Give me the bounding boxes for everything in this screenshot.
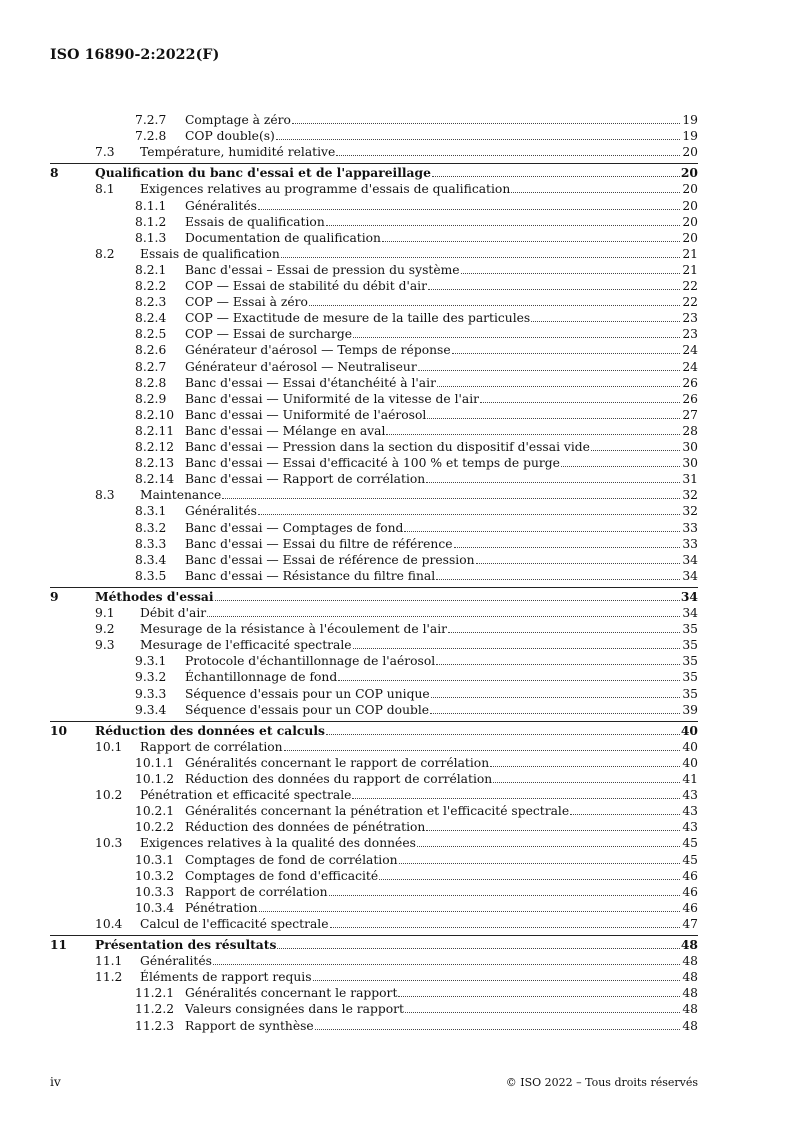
toc-dot-leader <box>326 214 680 226</box>
toc-entry[interactable] <box>0 198 793 214</box>
toc-entry-number: 11.2.1 <box>135 986 175 1001</box>
toc-entry-title: COP double(s) <box>185 129 275 144</box>
toc-dot-leader <box>315 1018 680 1030</box>
toc-dot-leader <box>276 128 680 140</box>
toc-entry-page: 47 <box>682 916 698 931</box>
toc-dot-leader <box>277 937 680 949</box>
toc-entry-page: 20 <box>682 214 698 229</box>
toc-entry[interactable] <box>0 653 793 669</box>
toc-entry-title: Banc d'essai — Uniformité de la vitesse de l'air <box>185 391 480 406</box>
toc-dot-leader <box>353 326 680 338</box>
toc-entry[interactable] <box>0 310 793 326</box>
toc-entry-page: 20 <box>680 165 698 181</box>
toc-entry-number: 9.3 <box>95 638 115 653</box>
toc-entry-title: Méthodes d'essai <box>95 588 214 604</box>
toc-entry-page: 30 <box>682 456 698 471</box>
toc-entry[interactable] <box>0 391 793 407</box>
toc-dot-leader <box>426 819 680 831</box>
toc-entry-number: 8.2.7 <box>135 359 167 374</box>
toc-entry-page: 34 <box>682 552 698 567</box>
toc-entry-title: Généralités concernant la pénétration et l'efficacité spectrale <box>185 804 570 819</box>
toc-entry-number: 11.2 <box>95 970 123 985</box>
toc-entry[interactable] <box>0 771 793 787</box>
toc-entry-number: 11 <box>50 937 68 952</box>
toc-entry-number: 10.1.1 <box>135 755 175 770</box>
toc-entry[interactable] <box>0 278 793 294</box>
toc-entry-page: 40 <box>680 722 698 738</box>
toc-entry[interactable] <box>0 819 793 835</box>
toc-entry-title: COP — Essai de surcharge <box>185 327 352 342</box>
toc-dot-leader <box>493 771 680 783</box>
toc-entry[interactable] <box>0 669 793 685</box>
toc-entry-title: Banc d'essai — Pression dans la section du dispositif d'essai vide <box>185 440 590 454</box>
footer-copyright: © ISO 2022 – Tous droits réservés <box>505 1076 698 1089</box>
toc-entry[interactable] <box>0 112 793 128</box>
toc-entry-title: Documentation de qualification <box>185 230 381 245</box>
toc-entry-number: 8.2.2 <box>135 279 167 293</box>
toc-entry-number: 10.3.2 <box>135 868 175 883</box>
toc-entry-page: 30 <box>682 440 698 454</box>
toc-entry-number: 11.2.3 <box>135 1018 175 1033</box>
toc-entry-number: 10.4 <box>95 916 123 931</box>
toc-dot-leader <box>570 803 680 815</box>
toc-entry[interactable] <box>0 969 793 985</box>
toc-entry[interactable] <box>0 214 793 230</box>
toc-entry-page: 39 <box>682 702 698 717</box>
toc-entry-title: Éléments de rapport requis <box>140 970 312 985</box>
toc-entry-number: 10.3.4 <box>135 900 175 915</box>
toc-dot-leader <box>432 165 680 177</box>
toc-entry-number: 9.3.3 <box>135 686 167 701</box>
toc-entry-number: 8.3.1 <box>135 504 167 519</box>
toc-entry-number: 8.1.2 <box>135 214 167 229</box>
toc-entry-page: 27 <box>682 407 698 422</box>
toc-entry-title: Généralités <box>185 198 257 213</box>
toc-entry[interactable] <box>0 552 793 568</box>
toc-entry-title: Pénétration et efficacité spectrale <box>140 788 352 803</box>
toc-dot-leader <box>437 375 680 387</box>
toc-dot-leader <box>338 669 680 681</box>
toc-entry[interactable] <box>0 1018 793 1034</box>
toc-entry[interactable] <box>0 868 793 884</box>
toc-entry-title: Généralités <box>140 954 212 969</box>
toc-entry-page: 21 <box>682 262 698 277</box>
toc-entry-title: Générateur d'aérosol — Temps de réponse <box>185 343 451 358</box>
toc-dot-leader <box>490 755 680 767</box>
toc-entry-page: 20 <box>682 198 698 213</box>
toc-entry-page: 20 <box>682 230 698 245</box>
toc-entry-number: 8.1.1 <box>135 198 167 213</box>
toc-entry-number: 9.3.2 <box>135 670 167 685</box>
toc-dot-leader <box>418 359 680 371</box>
toc-entry-title: Débit d'air <box>140 606 207 620</box>
toc-entry-page: 20 <box>682 182 698 197</box>
toc-entry-number: 8.2 <box>95 246 115 261</box>
toc-dot-leader <box>511 181 680 193</box>
toc-entry-number: 9.2 <box>95 622 115 637</box>
toc-entry[interactable] <box>0 605 793 621</box>
toc-entry-title: Comptage à zéro <box>185 113 291 127</box>
toc-entry-number: 8.2.5 <box>135 327 167 342</box>
toc-dot-leader <box>436 568 680 580</box>
toc-entry-title: Réduction des données du rapport de corrélation <box>185 772 493 786</box>
toc-entry-page: 48 <box>682 954 698 969</box>
toc-entry-title: Qualification du banc d'essai et de l'appareillage <box>95 165 431 181</box>
toc-dot-leader <box>258 198 680 210</box>
toc-entry[interactable] <box>0 916 793 932</box>
toc-entry[interactable] <box>0 1001 793 1017</box>
chapter-separator <box>50 721 698 722</box>
toc-entry-number: 8.2.12 <box>135 440 175 454</box>
toc-entry-title: Rapport de corrélation <box>140 739 283 754</box>
toc-dot-leader <box>329 884 680 896</box>
toc-entry[interactable] <box>0 326 793 342</box>
toc-dot-leader <box>379 868 680 880</box>
toc-dot-leader <box>448 621 680 633</box>
toc-entry-title: Banc d'essai — Essai d'étanchéité à l'air <box>185 375 436 390</box>
toc-entry-title: Banc d'essai — Résistance du filtre final <box>185 568 436 583</box>
toc-entry-page: 46 <box>682 884 698 899</box>
toc-entry-page: 48 <box>682 986 698 1001</box>
toc-entry-page: 35 <box>682 622 698 637</box>
toc-entry-page: 35 <box>682 638 698 653</box>
toc-entry-page: 26 <box>682 375 698 390</box>
toc-entry-page: 21 <box>682 246 698 261</box>
toc-entry-title: Banc d'essai — Uniformité de l'aérosol <box>185 407 427 422</box>
toc-entry[interactable] <box>0 723 793 739</box>
toc-entry-title: Banc d'essai — Mélange en aval <box>185 423 386 438</box>
toc-entry-number: 10 <box>50 722 68 738</box>
toc-entry-page: 19 <box>682 113 698 127</box>
toc-dot-leader <box>309 294 680 306</box>
toc-entry-title: Protocole d'échantillonnage de l'aérosol <box>185 654 436 669</box>
toc-entry-page: 24 <box>682 359 698 374</box>
toc-entry[interactable] <box>0 375 793 391</box>
toc-entry-page: 45 <box>682 836 698 851</box>
toc-entry[interactable] <box>0 637 793 653</box>
toc-entry-title: Banc d'essai – Essai de pression du système <box>185 262 460 277</box>
toc-entry-title: Généralités <box>185 504 257 519</box>
toc-entry-title: Séquence d'essais pour un COP unique <box>185 686 430 701</box>
toc-entry-title: Valeurs consignées dans le rapport <box>185 1002 404 1017</box>
toc-entry-title: Pénétration <box>185 900 258 915</box>
toc-dot-leader <box>326 723 680 735</box>
toc-entry-page: 48 <box>682 970 698 985</box>
toc-entry-page: 26 <box>682 391 698 406</box>
toc-entry[interactable] <box>0 439 793 455</box>
toc-entry-page: 48 <box>680 937 698 952</box>
toc-entry[interactable] <box>0 702 793 718</box>
toc-entry-page: 22 <box>682 295 698 310</box>
toc-entry[interactable] <box>0 230 793 246</box>
toc-entry-page: 48 <box>682 1002 698 1017</box>
toc-entry-page: 40 <box>682 739 698 754</box>
toc-entry-title: Comptages de fond de corrélation <box>185 852 398 867</box>
toc-entry-number: 8.2.9 <box>135 391 167 406</box>
toc-entry-number: 8.2.6 <box>135 343 167 358</box>
toc-entry-title: Exigences relatives à la qualité des données <box>140 836 416 851</box>
toc-entry-page: 40 <box>682 755 698 770</box>
toc-entry[interactable] <box>0 568 793 584</box>
toc-entry[interactable] <box>0 423 793 439</box>
toc-dot-leader <box>336 144 680 156</box>
toc-entry[interactable] <box>0 165 793 181</box>
toc-entry[interactable] <box>0 900 793 916</box>
toc-entry-page: 19 <box>682 129 698 144</box>
toc-entry-page: 46 <box>682 868 698 883</box>
toc-dot-leader <box>561 455 680 467</box>
chapter-separator <box>50 163 698 164</box>
toc-entry-number: 10.3.1 <box>135 852 175 867</box>
toc-dot-leader <box>476 552 680 564</box>
toc-entry-number: 9 <box>50 588 59 604</box>
toc-dot-leader <box>382 230 680 242</box>
toc-entry-page: 35 <box>682 654 698 669</box>
toc-dot-leader <box>281 246 680 258</box>
toc-entry-page: 33 <box>682 536 698 551</box>
toc-entry[interactable] <box>0 852 793 868</box>
toc-entry[interactable] <box>0 407 793 423</box>
toc-entry-number: 8.2.8 <box>135 375 167 390</box>
toc-entry-title: COP — Exactitude de mesure de la taille des particules <box>185 311 531 326</box>
toc-entry-title: Comptages de fond d'efficacité <box>185 868 379 883</box>
toc-entry-title: Généralités concernant le rapport <box>185 986 398 1001</box>
toc-entry-page: 46 <box>682 900 698 915</box>
toc-entry-number: 8.2.14 <box>135 472 175 487</box>
toc-entry[interactable] <box>0 884 793 900</box>
toc-entry-title: Maintenance <box>140 488 222 503</box>
toc-entry-page: 34 <box>680 588 698 604</box>
toc-dot-leader <box>531 310 680 322</box>
toc-entry-title: Banc d'essai — Essai du filtre de référence <box>185 536 453 551</box>
toc-entry-title: Mesurage de la résistance à l'écoulement de l'air <box>140 622 448 637</box>
toc-entry[interactable] <box>0 835 793 851</box>
toc-entry[interactable] <box>0 803 793 819</box>
toc-entry[interactable] <box>0 246 793 262</box>
toc-entry-number: 8.2.13 <box>135 456 175 471</box>
toc-entry[interactable] <box>0 621 793 637</box>
toc-entry-number: 10.3.3 <box>135 884 175 899</box>
toc-dot-leader <box>399 852 680 864</box>
toc-dot-leader <box>404 520 680 532</box>
toc-dot-leader <box>480 391 680 403</box>
toc-entry-page: 23 <box>682 311 698 326</box>
toc-entry-number: 10.2.1 <box>135 804 175 819</box>
toc-dot-leader <box>461 262 680 274</box>
toc-dot-leader <box>215 589 680 601</box>
toc-entry-number: 10.1 <box>95 739 123 754</box>
toc-entry-number: 9.3.4 <box>135 702 167 717</box>
toc-entry-page: 35 <box>682 670 698 685</box>
toc-entry[interactable] <box>0 359 793 375</box>
toc-entry[interactable] <box>0 739 793 755</box>
toc-entry-title: Banc d'essai — Essai de référence de pression <box>185 552 475 567</box>
chapter-separator <box>50 587 698 588</box>
toc-entry-title: Essais de qualification <box>140 246 280 261</box>
toc-dot-leader <box>405 1001 680 1013</box>
toc-entry-number: 10.2.2 <box>135 820 175 835</box>
toc-entry-title: Banc d'essai — Essai d'efficacité à 100 % et temps de purge <box>185 456 560 471</box>
toc-entry[interactable] <box>0 589 793 605</box>
toc-entry-title: Banc d'essai — Comptages de fond <box>185 520 404 535</box>
toc-entry-title: COP — Essai à zéro <box>185 295 308 310</box>
toc-entry-number: 10.2 <box>95 788 123 803</box>
toc-entry-number: 9.3.1 <box>135 654 167 669</box>
footer-page-number: iv <box>50 1075 61 1089</box>
toc-entry-title: Générateur d'aérosol — Neutraliseur <box>185 359 417 374</box>
toc-entry[interactable] <box>0 455 793 471</box>
toc-dot-leader <box>454 536 680 548</box>
toc-entry-number: 10.1.2 <box>135 772 175 786</box>
toc-entry-page: 43 <box>682 788 698 803</box>
toc-dot-leader <box>292 112 680 124</box>
toc-entry-title: Essais de qualification <box>185 214 325 229</box>
toc-entry-title: Rapport de synthèse <box>185 1018 314 1033</box>
toc-dot-leader <box>398 985 680 997</box>
toc-entry-page: 43 <box>682 820 698 835</box>
toc-entry[interactable] <box>0 937 793 953</box>
toc-entry-page: 43 <box>682 804 698 819</box>
toc-entry[interactable] <box>0 503 793 519</box>
chapter-separator <box>50 935 698 936</box>
toc-entry[interactable] <box>0 536 793 552</box>
toc-entry-number: 8.1 <box>95 182 115 197</box>
toc-entry-page: 34 <box>682 606 698 620</box>
document-header-title: ISO 16890-2:2022(F) <box>50 47 220 63</box>
toc-dot-leader <box>591 439 680 451</box>
toc-dot-leader <box>284 739 680 751</box>
toc-dot-leader <box>207 605 680 617</box>
toc-entry-number: 11.2.2 <box>135 1002 175 1017</box>
toc-entry-title: Mesurage de l'efficacité spectrale <box>140 638 352 653</box>
toc-dot-leader <box>330 916 680 928</box>
toc-entry[interactable] <box>0 471 793 487</box>
toc-entry[interactable] <box>0 686 793 702</box>
toc-entry-page: 31 <box>682 472 698 487</box>
toc-entry[interactable] <box>0 342 793 358</box>
toc-dot-leader <box>427 407 680 419</box>
toc-entry-number: 8.3 <box>95 488 115 503</box>
toc-entry-title: COP — Essai de stabilité du débit d'air <box>185 279 427 293</box>
toc-entry[interactable] <box>0 953 793 969</box>
toc-dot-leader <box>352 787 680 799</box>
toc-entry-page: 32 <box>682 504 698 519</box>
toc-entry[interactable] <box>0 520 793 536</box>
toc-entry[interactable] <box>0 787 793 803</box>
toc-dot-leader <box>417 835 680 847</box>
toc-dot-leader <box>426 471 680 483</box>
toc-dot-leader <box>428 278 680 290</box>
toc-entry-number: 8 <box>50 165 59 181</box>
toc-entry-number: 8.1.3 <box>135 230 167 245</box>
toc-entry[interactable] <box>0 144 793 160</box>
toc-entry-title: Calcul de l'efficacité spectrale <box>140 916 329 931</box>
toc-dot-leader <box>436 653 680 665</box>
toc-entry[interactable] <box>0 985 793 1001</box>
toc-entry-title: Séquence d'essais pour un COP double <box>185 702 430 717</box>
toc-dot-leader <box>313 969 680 981</box>
toc-entry-page: 32 <box>682 488 698 503</box>
toc-entry-title: Rapport de corrélation <box>185 884 328 899</box>
toc-dot-leader <box>222 487 680 499</box>
toc-entry-page: 33 <box>682 520 698 535</box>
toc-entry-page: 48 <box>682 1018 698 1033</box>
toc-entry-title: Exigences relatives au programme d'essais de qualification <box>140 182 511 197</box>
toc-entry[interactable] <box>0 262 793 278</box>
toc-entry-number: 10.3 <box>95 836 123 851</box>
toc-entry[interactable] <box>0 294 793 310</box>
toc-dot-leader <box>259 900 680 912</box>
toc-entry-number: 8.3.5 <box>135 568 167 583</box>
toc-entry[interactable] <box>0 181 793 197</box>
toc-entry-number: 8.3.2 <box>135 520 167 535</box>
toc-entry-page: 45 <box>682 852 698 867</box>
toc-dot-leader <box>213 953 680 965</box>
toc-dot-leader <box>430 702 680 714</box>
toc-entry-number: 8.2.10 <box>135 407 175 422</box>
toc-entry-title: Température, humidité relative <box>140 145 336 160</box>
toc-dot-leader <box>431 686 680 698</box>
toc-entry[interactable] <box>0 487 793 503</box>
toc-entry-page: 20 <box>682 145 698 160</box>
toc-entry-page: 24 <box>682 343 698 358</box>
toc-entry-number: 8.2.4 <box>135 311 167 326</box>
toc-entry-title: Réduction des données et calculs <box>95 722 325 738</box>
toc-entry-number: 11.1 <box>95 954 123 969</box>
toc-entry-title: Généralités concernant le rapport de corrélation <box>185 755 490 770</box>
toc-entry-number: 8.2.3 <box>135 295 167 310</box>
toc-entry-title: Échantillonnage de fond <box>185 670 338 685</box>
toc-dot-leader <box>258 503 680 515</box>
toc-entry-page: 23 <box>682 327 698 342</box>
toc-entry-number: 8.2.11 <box>135 423 175 438</box>
toc-entry-title: Réduction des données de pénétration <box>185 820 426 835</box>
toc-entry-number: 7.2.8 <box>135 129 167 144</box>
toc-entry[interactable] <box>0 128 793 144</box>
toc-entry-number: 9.1 <box>95 606 115 620</box>
toc-entry-page: 22 <box>682 279 698 293</box>
toc-entry-page: 34 <box>682 568 698 583</box>
toc-dot-leader <box>386 423 680 435</box>
toc-entry-number: 7.3 <box>95 145 115 160</box>
toc-entry[interactable] <box>0 755 793 771</box>
toc-entry-number: 7.2.7 <box>135 113 167 127</box>
toc-entry-page: 28 <box>682 423 698 438</box>
toc-dot-leader <box>353 637 680 649</box>
toc-entry-title: Banc d'essai — Rapport de corrélation <box>185 472 426 487</box>
toc-dot-leader <box>452 342 680 354</box>
toc-entry-number: 8.3.4 <box>135 552 167 567</box>
toc-entry-page: 41 <box>682 772 698 786</box>
toc-entry-title: Présentation des résultats <box>95 937 277 952</box>
toc-entry-number: 8.2.1 <box>135 262 167 277</box>
toc-entry-page: 35 <box>682 686 698 701</box>
toc-entry-number: 8.3.3 <box>135 536 167 551</box>
